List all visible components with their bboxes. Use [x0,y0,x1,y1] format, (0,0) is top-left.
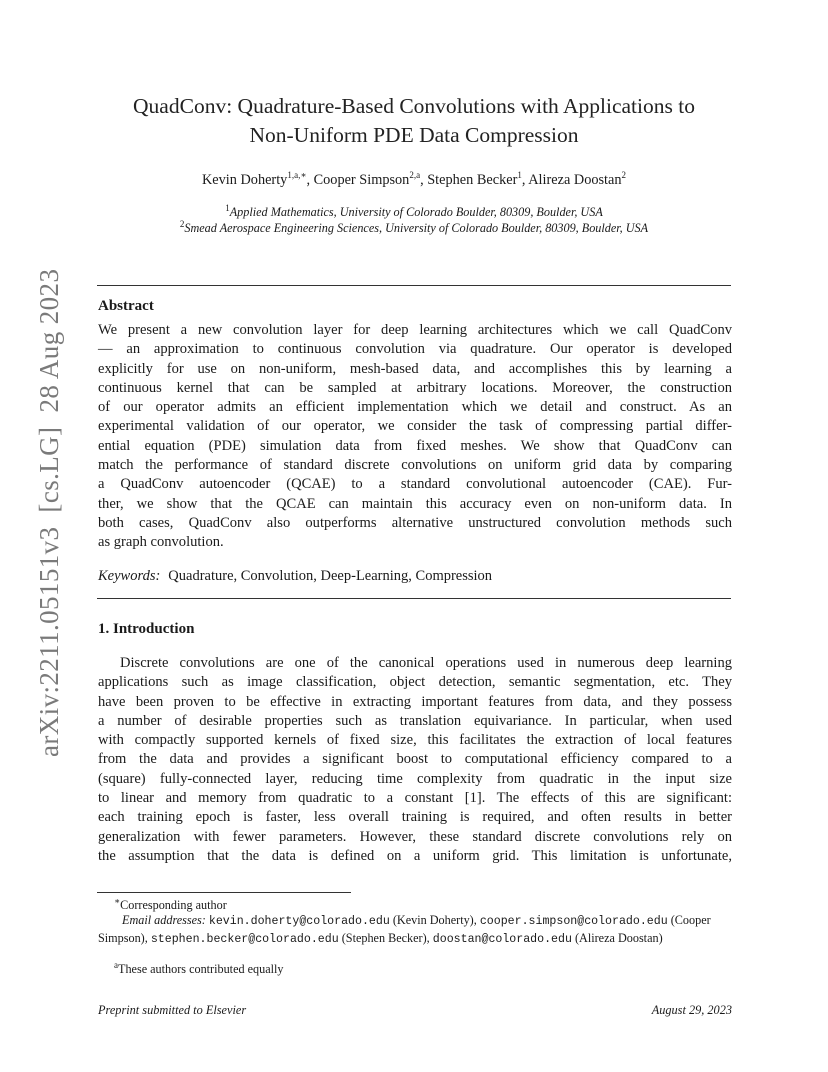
footnote-equal-text: These authors contributed equally [118,962,284,976]
abstract-line: of our operator admits an efficient implementation which we detail and construct. As an [98,399,732,416]
footer-date: August 29, 2023 [651,1003,732,1017]
author-affiliation-mark: 2,a [409,170,421,181]
footnote-emails [98,912,732,948]
email-owner: (Stephen Becker), [341,931,430,945]
abstract-top-rule [97,285,731,286]
abstract-bottom-rule [97,598,731,599]
abstract-line: ential equation (PDE) simulation data from fixed meshes. We show that QuadConv can [98,437,732,454]
introduction-line: (square) fully-connected layer, reducing time complexity from quadratic in the input size [98,770,732,787]
abstract-line: continuous kernel that can be sampled at arbitrary locations. Moreover, the construction [98,379,732,396]
email-owner: (Cooper Simpson), [98,913,711,945]
keywords-label: Keywords: [98,568,161,584]
footer-preprint-note: Preprint submitted to Elsevier [98,1003,247,1017]
affiliation-text: Smead Aerospace Engineering Sciences, University of Colorado Boulder, 80309, Boulder, USA [184,221,649,235]
email-link[interactable]: kevin.doherty@colorado.edu [208,915,390,928]
arxiv-category: [cs.LG] [34,426,64,513]
introduction-body [98,654,732,866]
email-owner: (Alireza Doostan) [574,931,663,945]
introduction-line: generalization with fewer parameters. However, these standard discrete convolutions rely on [98,828,732,845]
author-name: Kevin Doherty [201,172,288,188]
abstract-line: match the performance of standard discrete convolutions on uniform grid data by comparing [98,456,732,473]
paper-title-line-1: QuadConv: Quadrature-Based Convolutions with Applications to [133,94,695,118]
affiliation-text: Applied Mathematics, University of Colorado Boulder, 80309, Boulder, USA [229,205,603,219]
introduction-line: Discrete convolutions are one of the canonical operations used in numerous deep learning [120,655,732,671]
abstract-line: both cases, QuadConv also outperforms alternative unstructured convolution methods such [98,514,732,531]
introduction-line: a number of desirable properties such as translation equivariance. In particular, when used [98,712,732,729]
introduction-line: with compactly supported kernels of fixed size, this facilitates the extraction of local features [98,732,732,749]
affiliation-1 [90,202,738,220]
abstract-line: as graph convolution. [98,534,224,551]
introduction-line: have been proven to be effective in extracting important features from data, and they possess [98,693,732,710]
footnote-equal-contribution [98,961,732,978]
footnote-mark: ∗ [114,895,121,906]
abstract-line: experimental validation of our operator, we consider the task of compressing partial differ- [98,418,732,435]
author-list: Kevin Doherty$^{1,a,∗}$, Cooper Simpson$^{2,a}$, Stephen Becker$^1$, Alireza Doostan$^2$ [201,170,627,188]
introduction-line: each training epoch is faster, less overall training is required, and often results in better [98,809,732,826]
abstract-heading: Abstract [98,298,154,314]
footnote-mark: a [114,959,118,970]
affiliation-mark: 1 [225,202,230,213]
abstract-line: explicitly for use on non-uniform, mesh-based data, and accomplishes this by learning a [98,360,732,377]
keywords-text: Quadrature, Convolution, Deep-Learning, Compression [168,568,493,584]
email-owner: (Kevin Doherty), [392,913,477,927]
author-affiliation-mark: 1 [517,170,522,181]
email-label: Email addresses: [122,913,206,927]
affiliation-mark: 2 [179,218,185,229]
affiliation-2 [90,218,738,236]
abstract-body [98,321,732,552]
arxiv-id: arXiv:2211.05151v3 [34,526,64,757]
introduction-line: to linear and memory from quadratic to a constant [1]. The effects of this are significant: [98,789,732,806]
introduction-line: applications such as image classification, object detection, semantic segmentation, etc. They [98,674,732,691]
arxiv-sidebar-stamp [34,269,65,757]
email-link[interactable]: stephen.becker@colorado.edu [150,933,339,946]
introduction-line: from the data and provides a significant boost to computational efficiency compared to a [98,751,732,768]
email-link[interactable]: doostan@colorado.edu [432,933,572,946]
email-link[interactable]: cooper.simpson@colorado.edu [479,915,668,928]
abstract-line: a QuadConv autoencoder (QCAE) to a standard convolutional autoencoder (CAE). Fur- [98,476,732,493]
abstract-line: ther, we show that the QCAE can maintain this accuracy even on non-uniform data. In [98,495,732,512]
introduction-line: the assumption that the data is defined on a uniform grid. This limitation is unfortunate, [98,847,732,864]
paper-title-line-2: Non-Uniform PDE Data Compression [249,123,579,147]
author-affiliation-mark: 1,a,∗ [287,170,307,181]
introduction-heading: 1. Introduction [98,621,195,637]
author-affiliation-mark: 2 [621,170,627,181]
author-name: Cooper Simpson [313,172,410,188]
footnote-corresponding-text: Corresponding author [120,898,227,912]
arxiv-date: 28 Aug 2023 [34,268,64,413]
abstract-line: We present a new convolution layer for deep learning architectures which we call QuadConv [98,322,732,338]
keywords [98,568,492,585]
paper-title [90,92,738,150]
abstract-line: — an approximation to continuous convolution via quadrature. Our operator is developed [98,341,732,358]
footnote-rule [97,892,351,893]
author-name: Alireza Doostan [528,172,622,188]
author-name: Stephen Becker [427,172,518,188]
